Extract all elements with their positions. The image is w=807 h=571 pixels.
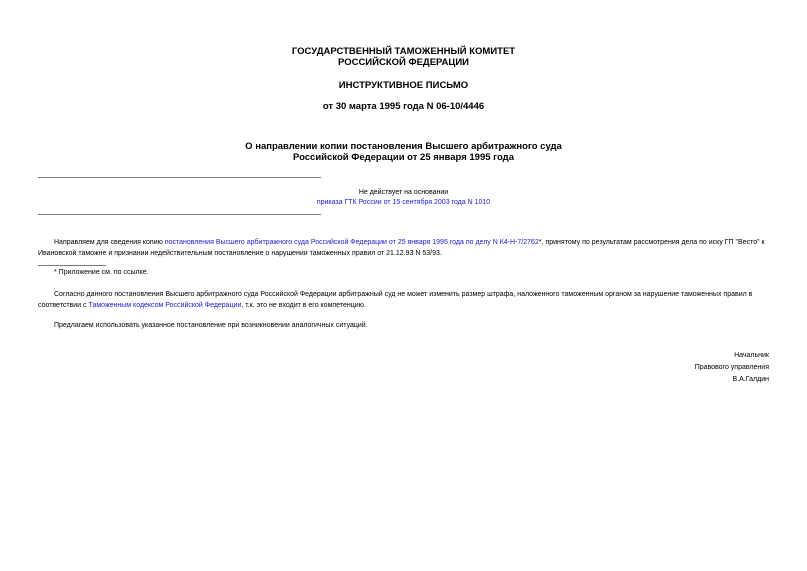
title-line-2: Российской Федерации от 25 января 1995 года	[293, 152, 514, 163]
status-rule-top	[38, 177, 321, 178]
signature-block	[695, 350, 769, 386]
document-date-number: от 30 марта 1995 года N 06-10/4446	[322, 101, 485, 112]
status-rule-bottom	[38, 214, 321, 215]
signature-department: Правового управления	[694, 364, 769, 371]
status-text: Не действует на основании	[358, 189, 449, 196]
document-title	[0, 141, 807, 163]
paragraph-3: Предлагаем использовать указанное постановление при возникновении аналогичных ситуаций.	[54, 322, 368, 329]
footnote: * Приложение см. по ссылке.	[54, 269, 149, 276]
customs-code-link[interactable]: Таможенным кодексом Российской Федерации	[88, 302, 242, 309]
document-type: ИНСТРУКТИВНОЕ ПИСЬМО	[338, 80, 469, 91]
issuer-line-1: ГОСУДАРСТВЕННЫЙ ТАМОЖЕННЫЙ КОМИТЕТ	[291, 46, 516, 57]
paragraph-2-text-a: Согласно данного постановления Высшего арбитражного суда Российской Федерации арбитражный суд не может изменить размер штрафа, наложенного таможенным органом за нарушение таможенных правил в соответствии с	[38, 291, 753, 309]
status-link[interactable]: приказа ГТК России от 15 сентября 2003 года N 1010	[316, 199, 491, 206]
footnote-rule	[38, 265, 106, 266]
paragraph-1	[38, 237, 768, 259]
issuer-line-2: РОССИЙСКОЙ ФЕДЕРАЦИИ	[337, 57, 469, 68]
paragraph-2-text-b: , т.к. это не входит в его компетенцию.	[241, 302, 366, 309]
paragraph-2	[38, 289, 768, 311]
paragraph-1-text-b: *, принятому по результатам рассмотрения дела по иску ГП "Весто" к Ивановской таможне и признании недействительным постановление о нарушении таможенных правил от 21.12.93 N 53/93.	[38, 239, 765, 257]
title-line-1: О направлении копии постановления Высшего арбитражного суда	[245, 141, 562, 152]
status-notice	[0, 188, 807, 208]
paragraph-1-text-a: Направляем для сведения копию	[54, 239, 165, 246]
signature-name: В.А.Галдин	[732, 376, 769, 383]
resolution-link[interactable]: постановления Высшего арбитражного суда Российской Федерации от 25 января 1995 года по делу N К4-Н-7/2762	[164, 239, 539, 246]
signature-position: Начальник	[734, 352, 769, 359]
issuer-header	[0, 46, 807, 68]
